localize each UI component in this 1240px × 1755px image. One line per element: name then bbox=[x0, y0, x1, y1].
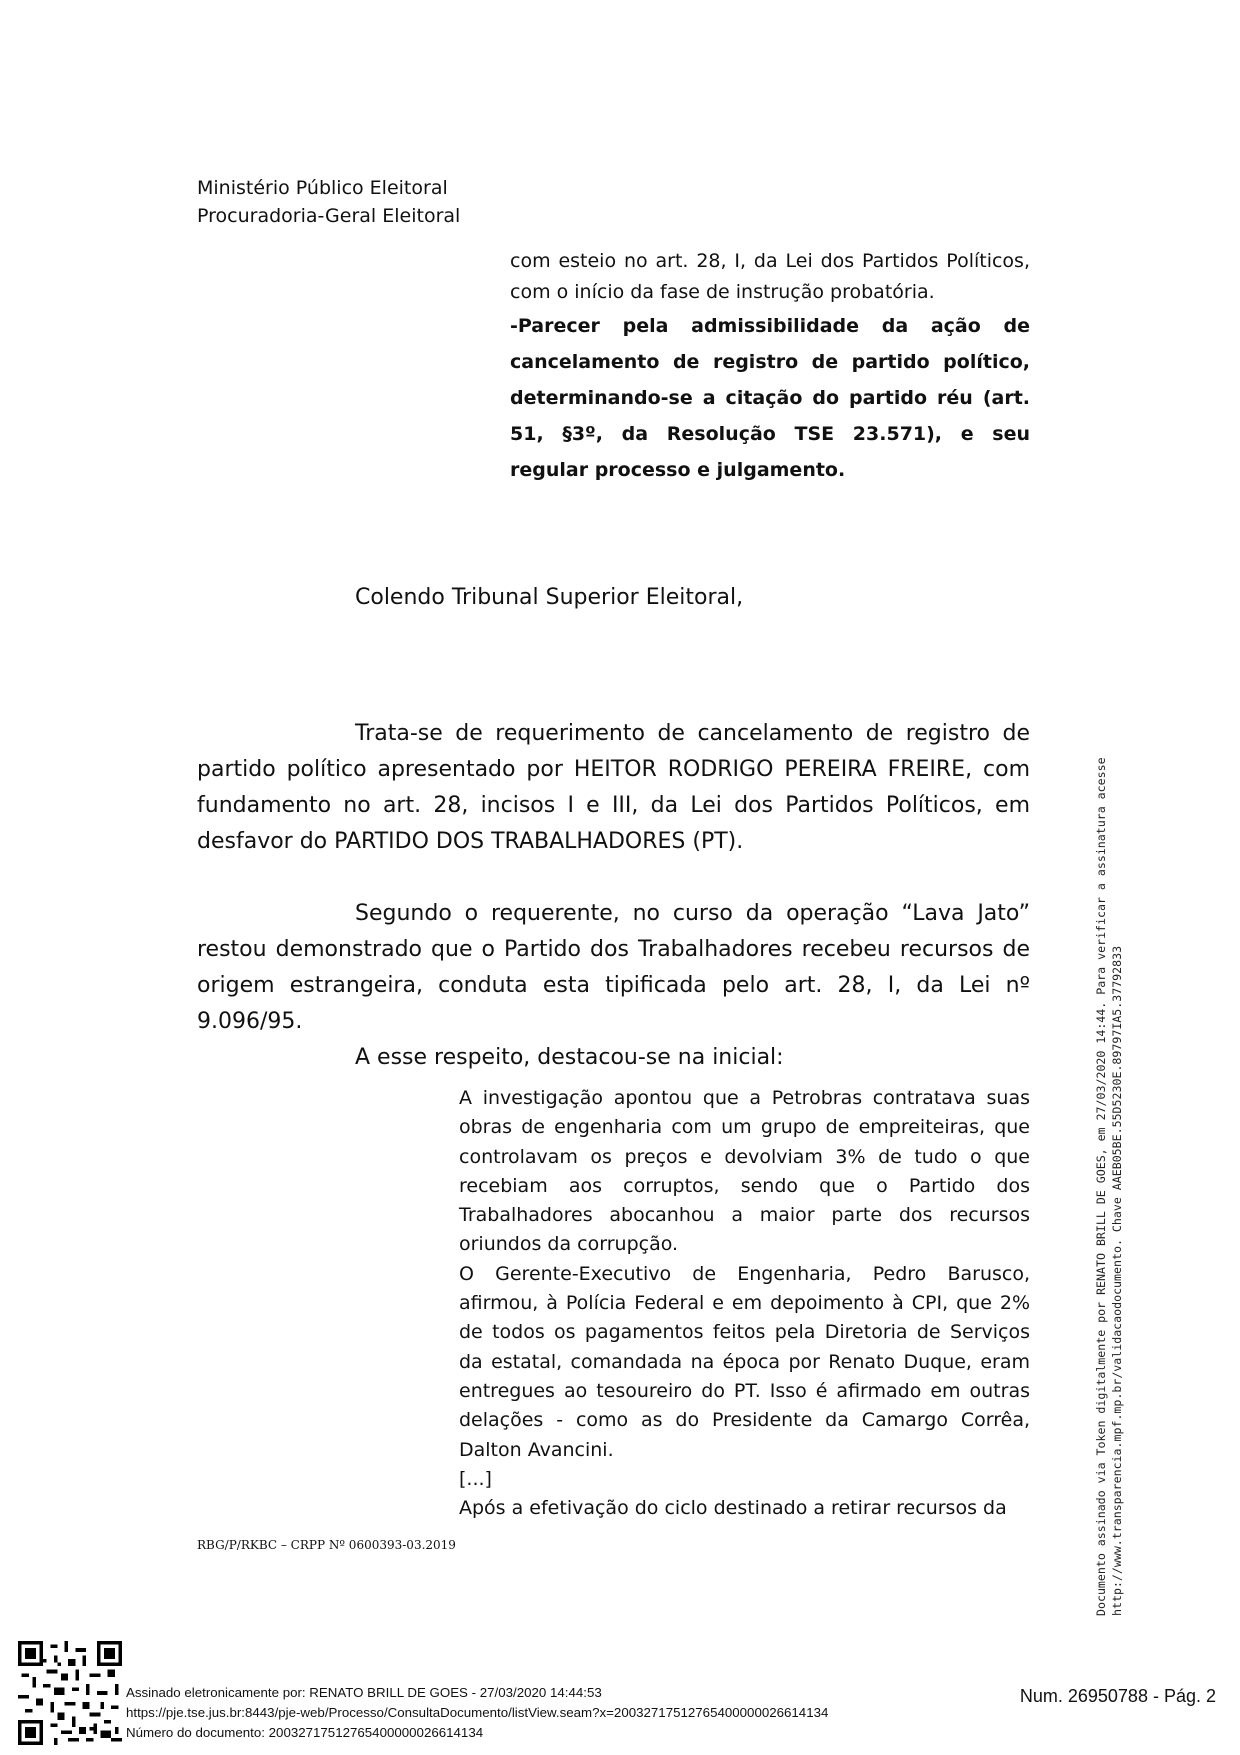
quote-ellipsis: [...] bbox=[459, 1467, 492, 1490]
side-stamp-line-2: http://www.transparencia.mpf.mp.br/validacaodocumento. Chave AAEB05BE.55D5230E.89797IA5.37792833 bbox=[1110, 945, 1124, 1616]
block-quote bbox=[459, 1084, 1030, 1523]
quote-paragraph: O Gerente-Executivo de Engenharia, Pedro Barusco, afirmou, à Polícia Federal e em depoimento à CPI, que 2% de todos os pagamentos feitos pela Diretoria de Serviços da estatal, comandada na época por Renato Duque, eram entregues ao tesoureiro do PT. Isso é afirmado em outras delações - como as do Presidente da Camargo Corrêa, Dalton Avancini. bbox=[459, 1262, 1030, 1461]
body-paragraph-3: A esse respeito, destacou-se na inicial: bbox=[355, 1045, 784, 1070]
summary-plain: com esteio no art. 28, I, da Lei dos Partidos Políticos, com o início da fase de instrução probatória. bbox=[510, 250, 1030, 303]
electronic-signature-info bbox=[126, 1683, 828, 1743]
signature-side-stamp bbox=[1093, 757, 1125, 1616]
footer-reference: RBG/P/RKBC – CRPP Nº 0600393-03.2019 bbox=[197, 1538, 456, 1552]
signature-url: https://pje.tse.jus.br:8443/pje-web/Processo/ConsultaDocumento/listView.seam?x=20032717512765400000026614134 bbox=[126, 1705, 829, 1720]
document-header bbox=[197, 174, 460, 230]
ementa-summary bbox=[510, 246, 1030, 488]
signature-document-number: Número do documento: 20032717512765400000026614134 bbox=[126, 1725, 484, 1740]
side-stamp-line-1: Documento assinado via Token digitalmente por RENATO BRILL DE GOES, em 27/03/2020 14:44. Para verificar a assinatura acesse bbox=[1094, 757, 1108, 1616]
qr-code-icon bbox=[18, 1641, 122, 1745]
salutation: Colendo Tribunal Superior Eleitoral, bbox=[355, 585, 744, 610]
summary-bold: -Parecer pela admissibilidade da ação de cancelamento de registro de partido político, determinando-se a citação do partido réu (art. 51, §3º, da Resolução TSE 23.571), e seu regular processo e julgamento. bbox=[510, 315, 1030, 481]
body-paragraph-1: Trata-se de requerimento de cancelamento de registro de partido político apresentado por HEITOR RODRIGO PEREIRA FREIRE, com fundamento no art. 28, incisos I e III, da Lei dos Partidos Políticos, em desfavor do PARTIDO DOS TRABALHADORES (PT). bbox=[197, 721, 1030, 854]
signature-signer: Assinado eletronicamente por: RENATO BRILL DE GOES - 27/03/2020 14:44:53 bbox=[126, 1685, 602, 1700]
quote-paragraph: A investigação apontou que a Petrobras contratava suas obras de engenharia com um grupo de empreiteiras, que controlavam os preços e devolviam 3% de tudo o que recebiam aos corruptos, sendo que o Partido dos Trabalhadores abocanhou a maior parte dos recursos oriundos da corrupção. bbox=[459, 1087, 1030, 1256]
header-department: Procuradoria-Geral Eleitoral bbox=[197, 205, 461, 227]
page-number: Num. 26950788 - Pág. 2 bbox=[1019, 1686, 1216, 1706]
header-institution: Ministério Público Eleitoral bbox=[197, 177, 448, 199]
quote-paragraph: Após a efetivação do ciclo destinado a retirar recursos da bbox=[459, 1497, 1007, 1520]
body-paragraph-2: Segundo o requerente, no curso da operação “Lava Jato” restou demonstrado que o Partido dos Trabalhadores recebeu recursos de origem estrangeira, conduta esta tipificada pelo art. 28, I, da Lei nº 9.096/95. bbox=[197, 901, 1030, 1034]
